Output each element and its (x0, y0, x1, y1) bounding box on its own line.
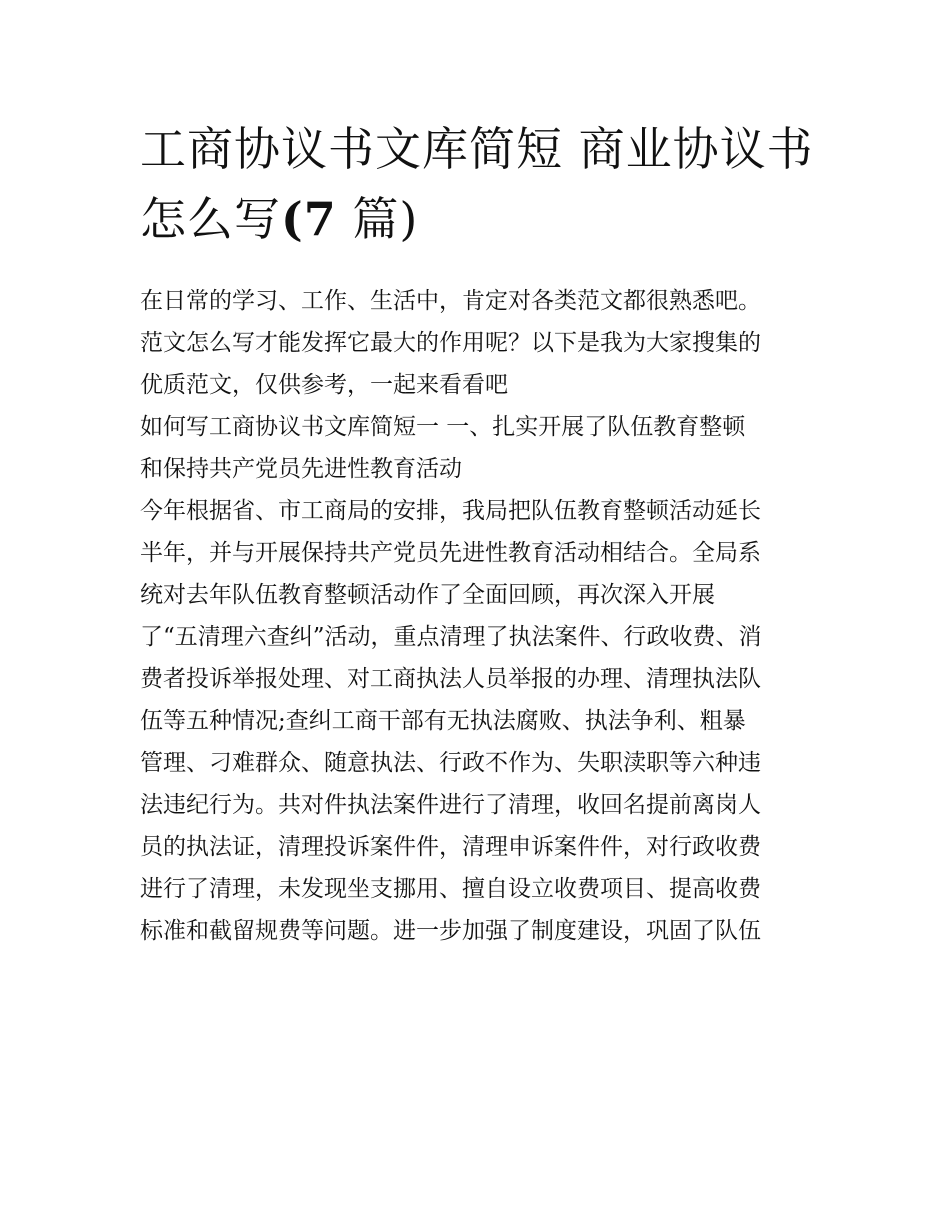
title-text: 工商协议书文库简短 商业协议书怎么写 (140, 122, 814, 246)
body-line: 优质范文，仅供参考，一起来看看吧 (140, 372, 508, 398)
body-line: 如何写工商协议书文库简短一 一、扎实开展了队伍教育整顿 (140, 414, 746, 440)
body-line: 伍等五种情况;查纠工商干部有无执法腐败、执法争利、粗暴 (140, 708, 746, 734)
body-line: 费者投诉举报处理、对工商执法人员举报的办理、清理执法队 (140, 666, 761, 692)
body-line: 今年根据省、市工商局的安排，我局把队伍教育整顿活动延长 (140, 498, 761, 524)
body-line: 管理、刁难群众、随意执法、行政不作为、失职渎职等六种违 (140, 750, 761, 776)
title-suffix: 篇) (336, 192, 419, 246)
body-line: 范文怎么写才能发挥它最大的作用呢？以下是我为大家搜集的 (140, 330, 761, 356)
document-title (140, 114, 830, 254)
title-count: (7 (281, 192, 337, 246)
body-line: 在日常的学习、工作、生活中，肯定对各类范文都很熟悉吧。 (140, 288, 761, 314)
body-line: 员的执法证，清理投诉案件件，清理申诉案件件，对行政收费 (140, 834, 761, 860)
body-line: 和保持共产党员先进性教育活动 (140, 456, 462, 482)
body-line: 统对去年队伍教育整顿活动作了全面回顾，再次深入开展 (140, 582, 715, 608)
body-line: 法违纪行为。共对件执法案件进行了清理，收回名提前离岗人 (140, 792, 761, 818)
body-line: 标准和截留规费等问题。进一步加强了制度建设，巩固了队伍 (140, 918, 761, 944)
body-line: 了“五清理六查纠”活动，重点清理了执法案件、行政收费、消 (140, 624, 762, 650)
document-body (140, 280, 830, 952)
body-line: 半年，并与开展保持共产党员先进性教育活动相结合。全局系 (140, 540, 761, 566)
body-line: 进行了清理，未发现坐支挪用、擅自设立收费项目、提高收费 (140, 876, 761, 902)
